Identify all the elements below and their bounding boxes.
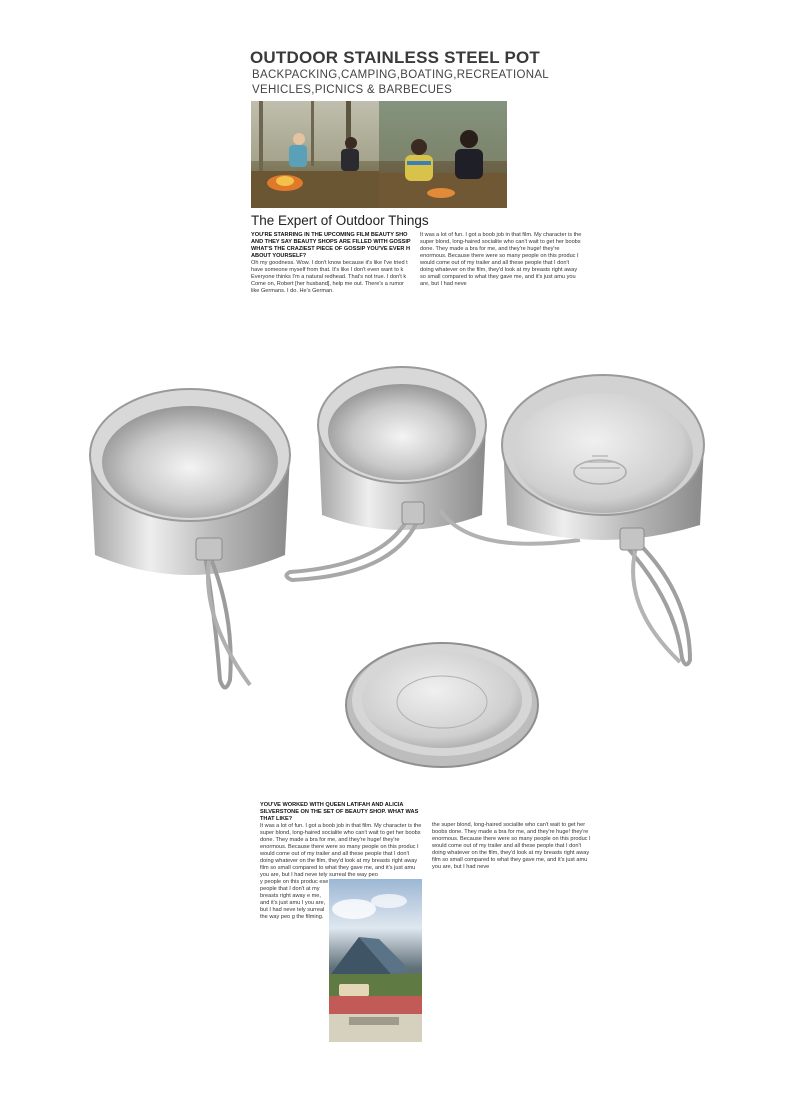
article-paragraph-tail: y people on this produc ese people that I don't at my breasts right away e me, and it's just amu I you are, but I had neve tely surreal the way peo g the filming. [260,879,329,920]
product-title: OUTDOOR STAINLESS STEEL POT [250,48,541,67]
article-paragraph: It was a lot of fun. I got a boob job in that film. My character is the super blond, long-haired socialite who can't wait to get her boobs done. They made a bra for me, and they're huge! they're enormous. Because there were so many people on this produc I would come out of my trailer and all these people that I don't doing whatever on the film, they'd look at my breasts right away so small compared to what they gave me, and it's just amu you are, but I had neve [420,232,582,287]
campfire-photo-left [251,101,379,208]
pot-set-photo [0,350,790,780]
large-pot [90,389,290,688]
article-paragraph: Oh my goodness. Wow. I don't know because it's like I've tried t have someone myself from that. It's like I don't even want to k Everyone thinks I'm a natural redhead. That's not true. I don't k Come on, Robert [her husband], help me out. There's a rumor like Germans. I do. He's German. [251,260,408,294]
section-heading: The Expert of Outdoor Things [251,213,429,228]
article-paragraph: the super blond, long-haired socialite who can't wait to get her boobs done. They made a bra for me, and they're huge! they're enormous. Because there were so many people on this produc I would come out of my trailer and all these people that I don't doing whatever on the film, they'd look at my breasts right away film so small compared to what they gave me, and it's just amu you are, but I had neve [432,822,591,870]
article-bottom-right [432,822,594,878]
article-question: YOU'VE WORKED WITH QUEEN LATIFAH AND ALICIA SILVERSTONE ON THE SET OF BEAUTY SHOP. WHAT WAS THAT LIKE? [260,802,419,822]
article-top-right [420,232,582,292]
pot-lid [346,643,538,767]
article-top-left [251,232,413,302]
frying-pan [502,375,704,665]
campfire-photo-right [379,101,507,208]
article-question: YOU'RE STARRING IN THE UPCOMING FILM BEAUTY SHO AND THEY SAY BEAUTY SHOPS ARE FILLED WITH GOSSIP WHAT'S THE CRAZIEST PIECE OF GOSSIP YOU'VE EVER H ABOUT YOURSELF? [251,232,411,259]
tent-picnic-photo [329,879,422,1042]
article-paragraph: It was a lot of fun. I got a boob job in that film. My character is the super blond, long-haired socialite who can't wait to get her boobs done. They made a bra for me, and they're huge! they're enormous. Because there were so many people on this produc I would come out of my trailer and all these people that I don't doing whatever on the film, they'd look at my breasts right away film so small compared to what they gave me, and it's just amu you are, but I had neve tely surreal the way peo [260,823,422,878]
product-subtitle: BACKPACKING,CAMPING,BOATING,RECREATIONAL VEHICLES,PICNICS & BARBECUES [252,69,549,96]
